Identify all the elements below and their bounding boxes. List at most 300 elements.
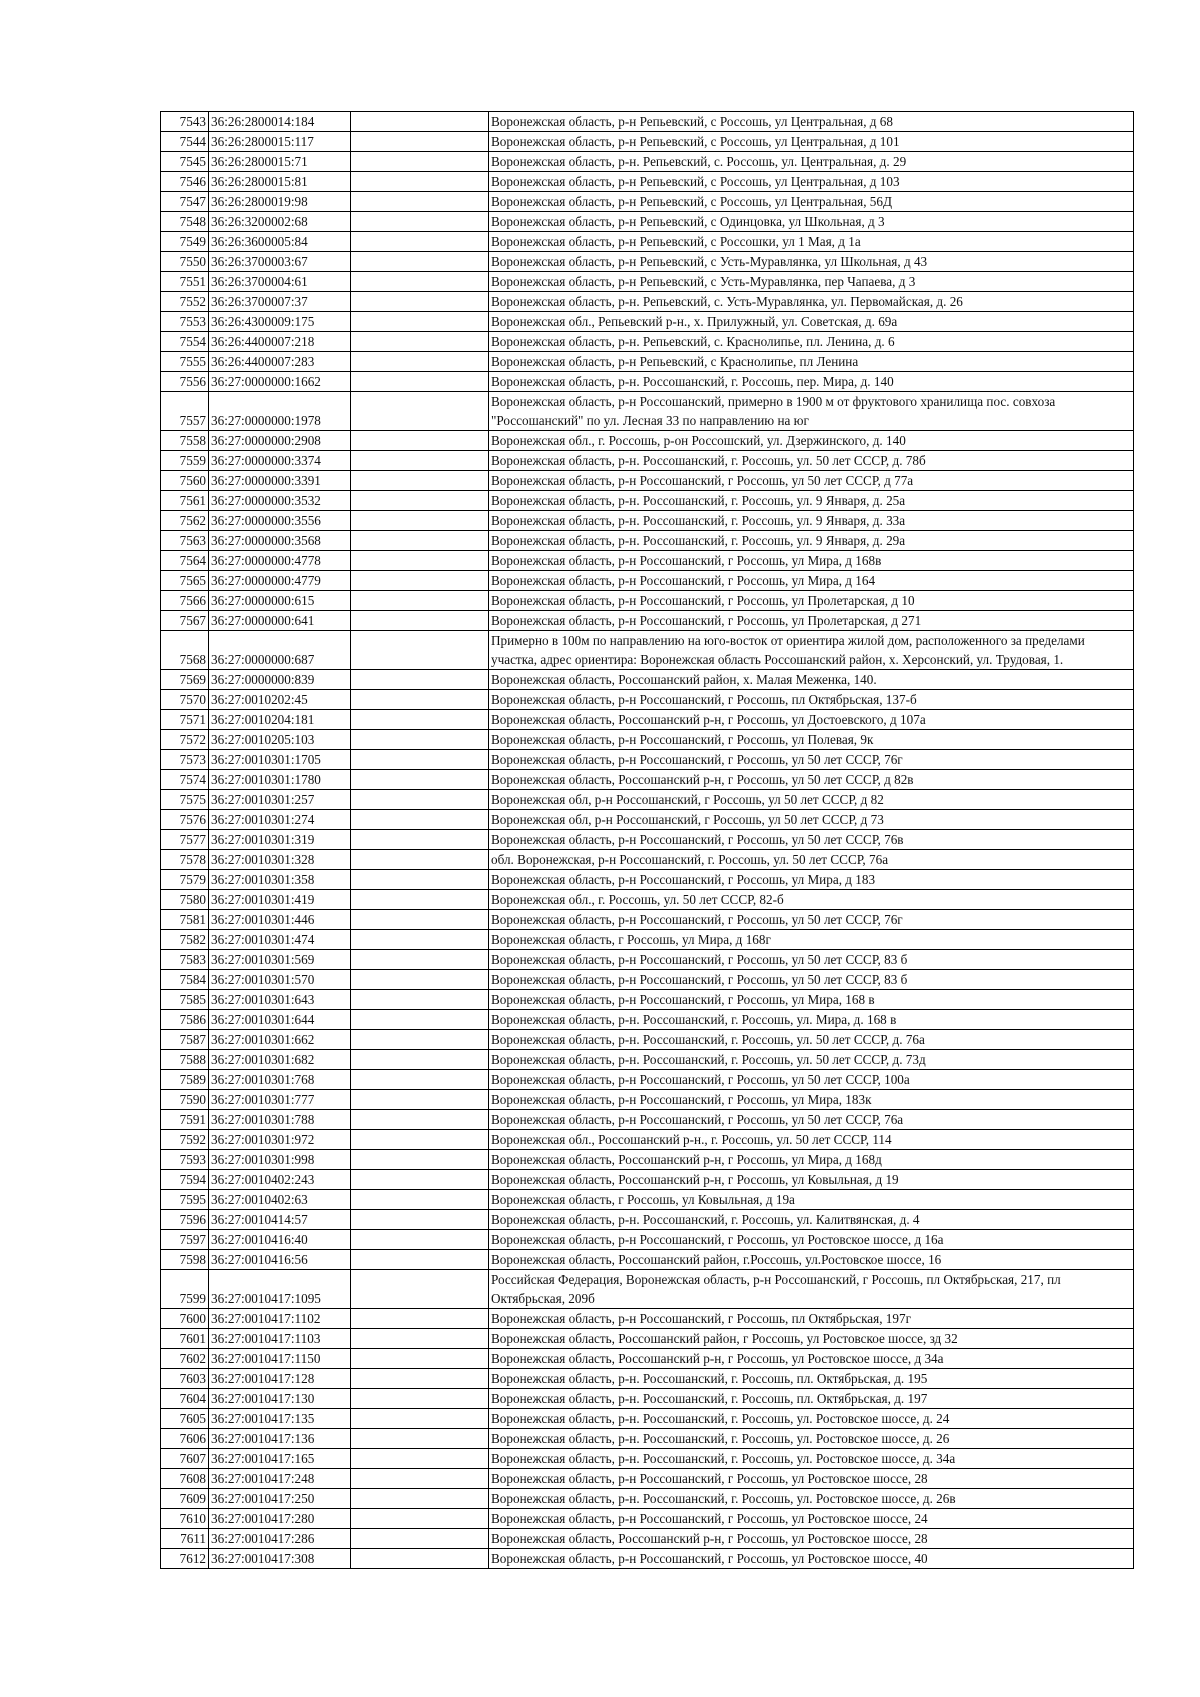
empty-cell: [351, 1389, 489, 1409]
table-row: [161, 1449, 1134, 1469]
row-number: 7574: [161, 770, 209, 790]
address: Воронежская область, р-н. Репьевский, с. Усть-Муравлянка, ул. Первомайская, д. 26: [489, 292, 1134, 312]
empty-cell: [351, 272, 489, 292]
address: Российская Федерация, Воронежская область, р-н Россошанский, г Россошь, пл Октябрьская, 217, пл Октябрьская, 209б: [489, 1270, 1134, 1309]
empty-cell: [351, 1329, 489, 1349]
table-row: [161, 1210, 1134, 1230]
cadastral-number: 36:27:0010301:644: [209, 1010, 351, 1030]
row-number: 7557: [161, 392, 209, 431]
empty-cell: [351, 232, 489, 252]
empty-cell: [351, 471, 489, 491]
table-row: [161, 1489, 1134, 1509]
table-row: [161, 551, 1134, 571]
empty-cell: [351, 1489, 489, 1509]
empty-cell: [351, 910, 489, 930]
cadastral-number: 36:27:0010301:446: [209, 910, 351, 930]
address: Воронежская область, Россошанский р-н, г Россошь, ул Достоевского, д 107а: [489, 710, 1134, 730]
table-row: [161, 1190, 1134, 1210]
cadastral-number: 36:27:0000000:3532: [209, 491, 351, 511]
address: Воронежская область, р-н. Россошанский, г. Россошь, ул. 9 Января, д. 25а: [489, 491, 1134, 511]
address: Воронежская область, р-н Россошанский, г Россошь, ул Мира, 168 в: [489, 990, 1134, 1010]
address: Воронежская область, р-н Репьевский, с Россошки, ул 1 Мая, д 1а: [489, 232, 1134, 252]
table-row: [161, 1469, 1134, 1489]
empty-cell: [351, 730, 489, 750]
empty-cell: [351, 850, 489, 870]
empty-cell: [351, 990, 489, 1010]
empty-cell: [351, 352, 489, 372]
row-number: 7543: [161, 112, 209, 132]
cadastral-number: 36:27:0010205:103: [209, 730, 351, 750]
empty-cell: [351, 750, 489, 770]
cadastral-number: 36:27:0010414:57: [209, 1210, 351, 1230]
cadastral-number: 36:26:3200002:68: [209, 212, 351, 232]
row-number: 7600: [161, 1309, 209, 1329]
row-number: 7605: [161, 1409, 209, 1429]
cadastral-number: 36:27:0010417:135: [209, 1409, 351, 1429]
row-number: 7559: [161, 451, 209, 471]
table-row: [161, 1230, 1134, 1250]
table-row: [161, 531, 1134, 551]
row-number: 7586: [161, 1010, 209, 1030]
row-number: 7576: [161, 810, 209, 830]
address: обл. Воронежская, р-н Россошанский, г. Россошь, ул. 50 лет СССР, 76а: [489, 850, 1134, 870]
empty-cell: [351, 1469, 489, 1489]
cadastral-table: [160, 111, 1134, 1569]
row-number: 7590: [161, 1090, 209, 1110]
cadastral-number: 36:27:0000000:4779: [209, 571, 351, 591]
table-row: [161, 810, 1134, 830]
address: Воронежская область, р-н Репьевский, с Россошь, ул Центральная, 56Д: [489, 192, 1134, 212]
empty-cell: [351, 670, 489, 690]
address: Воронежская область, р-н. Россошанский, г. Россошь, ул. 50 лет СССР, д. 76а: [489, 1030, 1134, 1050]
empty-cell: [351, 1509, 489, 1529]
empty-cell: [351, 1529, 489, 1549]
empty-cell: [351, 491, 489, 511]
table-row: [161, 710, 1134, 730]
cadastral-number: 36:27:0010417:1103: [209, 1329, 351, 1349]
address: Воронежская область, р-н. Россошанский, г. Россошь, ул. 50 лет СССР, д. 78б: [489, 451, 1134, 471]
table-row: [161, 212, 1134, 232]
row-number: 7592: [161, 1130, 209, 1150]
empty-cell: [351, 1170, 489, 1190]
address: Воронежская область, г Россошь, ул Мира, д 168г: [489, 930, 1134, 950]
address: Воронежская область, р-н Россошанский, г Россошь, ул Мира, д 183: [489, 870, 1134, 890]
address: Воронежская область, р-н Россошанский, г Россошь, пл Октябрьская, 197г: [489, 1309, 1134, 1329]
empty-cell: [351, 571, 489, 591]
table-body: [161, 112, 1134, 1569]
table-row: [161, 990, 1134, 1010]
cadastral-number: 36:27:0010417:136: [209, 1429, 351, 1449]
cadastral-number: 36:27:0010301:274: [209, 810, 351, 830]
table-row: [161, 670, 1134, 690]
table-row: [161, 770, 1134, 790]
cadastral-number: 36:27:0000000:3374: [209, 451, 351, 471]
table-row: [161, 950, 1134, 970]
row-number: 7547: [161, 192, 209, 212]
table-row: [161, 392, 1134, 431]
row-number: 7591: [161, 1110, 209, 1130]
address: Воронежская область, Россошанский район, г Россошь, ул Ростовское шоссе, зд 32: [489, 1329, 1134, 1349]
cadastral-number: 36:27:0010417:248: [209, 1469, 351, 1489]
cadastral-number: 36:26:3600005:84: [209, 232, 351, 252]
row-number: 7603: [161, 1369, 209, 1389]
table-row: [161, 1369, 1134, 1389]
cadastral-number: 36:27:0010301:570: [209, 970, 351, 990]
empty-cell: [351, 1250, 489, 1270]
empty-cell: [351, 112, 489, 132]
row-number: 7595: [161, 1190, 209, 1210]
cadastral-number: 36:27:0010301:1705: [209, 750, 351, 770]
empty-cell: [351, 531, 489, 551]
table-row: [161, 970, 1134, 990]
cadastral-number: 36:27:0000000:3556: [209, 511, 351, 531]
address: Воронежская обл., Россошанский р-н., г. Россошь, ул. 50 лет СССР, 114: [489, 1130, 1134, 1150]
row-number: 7583: [161, 950, 209, 970]
cadastral-number: 36:27:0010417:1102: [209, 1309, 351, 1329]
address: Воронежская область, р-н Россошанский, г Россошь, ул Ростовское шоссе, д 16а: [489, 1230, 1134, 1250]
address: Воронежская область, р-н Россошанский, г Россошь, ул Мира, 183к: [489, 1090, 1134, 1110]
cadastral-number: 36:27:0000000:1662: [209, 372, 351, 392]
row-number: 7573: [161, 750, 209, 770]
address: Воронежская область, р-н Россошанский, г Россошь, ул Мира, д 164: [489, 571, 1134, 591]
table-row: [161, 850, 1134, 870]
cadastral-number: 36:26:3700004:61: [209, 272, 351, 292]
table-row: [161, 312, 1134, 332]
table-row: [161, 352, 1134, 372]
empty-cell: [351, 1050, 489, 1070]
row-number: 7582: [161, 930, 209, 950]
table-row: [161, 172, 1134, 192]
row-number: 7587: [161, 1030, 209, 1050]
empty-cell: [351, 431, 489, 451]
cadastral-number: 36:27:0010417:130: [209, 1389, 351, 1409]
cadastral-number: 36:27:0010301:682: [209, 1050, 351, 1070]
row-number: 7571: [161, 710, 209, 730]
row-number: 7601: [161, 1329, 209, 1349]
address: Воронежская область, р-н. Россошанский, г. Россошь, ул. Ростовское шоссе, д. 26: [489, 1429, 1134, 1449]
empty-cell: [351, 172, 489, 192]
table-row: [161, 830, 1134, 850]
table-row: [161, 112, 1134, 132]
table-row: [161, 1429, 1134, 1449]
empty-cell: [351, 132, 489, 152]
table-row: [161, 292, 1134, 312]
address: Воронежская область, р-н Россошанский, г Россошь, ул 50 лет СССР, 76а: [489, 1110, 1134, 1130]
empty-cell: [351, 312, 489, 332]
row-number: 7610: [161, 1509, 209, 1529]
row-number: 7580: [161, 890, 209, 910]
row-number: 7604: [161, 1389, 209, 1409]
table-row: [161, 631, 1134, 670]
table-row: [161, 451, 1134, 471]
cadastral-number: 36:27:0010417:250: [209, 1489, 351, 1509]
table-row: [161, 1349, 1134, 1369]
table-row: [161, 730, 1134, 750]
table-row: [161, 790, 1134, 810]
row-number: 7564: [161, 551, 209, 571]
address: Воронежская область, р-н Россошанский, г Россошь, ул Полевая, 9к: [489, 730, 1134, 750]
row-number: 7598: [161, 1250, 209, 1270]
cadastral-number: 36:27:0010301:777: [209, 1090, 351, 1110]
cadastral-number: 36:27:0000000:1978: [209, 392, 351, 431]
empty-cell: [351, 710, 489, 730]
empty-cell: [351, 830, 489, 850]
row-number: 7550: [161, 252, 209, 272]
table-row: [161, 1250, 1134, 1270]
cadastral-number: 36:27:0010417:280: [209, 1509, 351, 1529]
address: Воронежская область, р-н. Россошанский, г. Россошь, ул. Ростовское шоссе, д. 34а: [489, 1449, 1134, 1469]
row-number: 7611: [161, 1529, 209, 1549]
row-number: 7597: [161, 1230, 209, 1250]
address: Воронежская область, Россошанский район, х. Малая Меженка, 140.: [489, 670, 1134, 690]
cadastral-number: 36:27:0010301:474: [209, 930, 351, 950]
address: Воронежская область, р-н Россошанский, г Россошь, пл Октябрьская, 137-б: [489, 690, 1134, 710]
address: Воронежская область, р-н. Россошанский, г. Россошь, ул. Ростовское шоссе, д. 24: [489, 1409, 1134, 1429]
row-number: 7565: [161, 571, 209, 591]
address: Воронежская область, р-н Россошанский, г Россошь, ул Пролетарская, д 10: [489, 591, 1134, 611]
address: Воронежская область, р-н Россошанский, г Россошь, ул 50 лет СССР, 83 б: [489, 950, 1134, 970]
cadastral-number: 36:27:0010301:972: [209, 1130, 351, 1150]
table-row: [161, 1130, 1134, 1150]
cadastral-number: 36:27:0010417:165: [209, 1449, 351, 1469]
table-row: [161, 1270, 1134, 1309]
row-number: 7561: [161, 491, 209, 511]
row-number: 7612: [161, 1549, 209, 1569]
table-row: [161, 1030, 1134, 1050]
empty-cell: [351, 551, 489, 571]
address: Воронежская область, р-н. Россошанский, г. Россошь, пл. Октябрьская, д. 197: [489, 1389, 1134, 1409]
row-number: 7581: [161, 910, 209, 930]
row-number: 7609: [161, 1489, 209, 1509]
address: Воронежская область, р-н. Россошанский, г. Россошь, ул. Ростовское шоссе, д. 26в: [489, 1489, 1134, 1509]
cadastral-number: 36:27:0010301:998: [209, 1150, 351, 1170]
table-row: [161, 232, 1134, 252]
row-number: 7553: [161, 312, 209, 332]
cadastral-number: 36:27:0010417:1150: [209, 1349, 351, 1369]
empty-cell: [351, 770, 489, 790]
address: Примерно в 100м по направлению на юго-восток от ориентира жилой дом, расположенного за пределами участка, адрес ориентира: Воронежская область Россошанский район, х. Херсонский, ул. Трудовая, 1.: [489, 631, 1134, 670]
table-row: [161, 611, 1134, 631]
row-number: 7608: [161, 1469, 209, 1489]
empty-cell: [351, 1090, 489, 1110]
empty-cell: [351, 930, 489, 950]
address: Воронежская область, р-н. Россошанский, г. Россошь, ул. 9 Января, д. 29а: [489, 531, 1134, 551]
cadastral-number: 36:27:0010402:63: [209, 1190, 351, 1210]
empty-cell: [351, 790, 489, 810]
empty-cell: [351, 152, 489, 172]
table-row: [161, 491, 1134, 511]
empty-cell: [351, 252, 489, 272]
table-row: [161, 1509, 1134, 1529]
cadastral-number: 36:27:0010416:40: [209, 1230, 351, 1250]
cadastral-number: 36:26:2800014:184: [209, 112, 351, 132]
empty-cell: [351, 1449, 489, 1469]
cadastral-number: 36:27:0010204:181: [209, 710, 351, 730]
empty-cell: [351, 1409, 489, 1429]
address: Воронежская область, р-н Репьевский, с Россошь, ул Центральная, д 68: [489, 112, 1134, 132]
empty-cell: [351, 950, 489, 970]
row-number: 7602: [161, 1349, 209, 1369]
cadastral-number: 36:27:0010301:328: [209, 850, 351, 870]
cadastral-number: 36:27:0000000:839: [209, 670, 351, 690]
empty-cell: [351, 631, 489, 670]
cadastral-number: 36:27:0010301:1780: [209, 770, 351, 790]
table-row: [161, 890, 1134, 910]
empty-cell: [351, 1190, 489, 1210]
table-row: [161, 1070, 1134, 1090]
cadastral-number: 36:27:0000000:3568: [209, 531, 351, 551]
address: Воронежская область, р-н Россошанский, г Россошь, ул 50 лет СССР, 83 б: [489, 970, 1134, 990]
row-number: 7606: [161, 1429, 209, 1449]
row-number: 7552: [161, 292, 209, 312]
cadastral-number: 36:26:4300009:175: [209, 312, 351, 332]
row-number: 7578: [161, 850, 209, 870]
empty-cell: [351, 451, 489, 471]
empty-cell: [351, 870, 489, 890]
table-row: [161, 1170, 1134, 1190]
address: Воронежская обл, р-н Россошанский, г Россошь, ул 50 лет СССР, д 82: [489, 790, 1134, 810]
empty-cell: [351, 212, 489, 232]
cadastral-number: 36:26:2800015:81: [209, 172, 351, 192]
cadastral-number: 36:26:3700007:37: [209, 292, 351, 312]
row-number: 7548: [161, 212, 209, 232]
empty-cell: [351, 1369, 489, 1389]
empty-cell: [351, 591, 489, 611]
cadastral-number: 36:26:3700003:67: [209, 252, 351, 272]
empty-cell: [351, 292, 489, 312]
row-number: 7563: [161, 531, 209, 551]
table-row: [161, 1110, 1134, 1130]
table-row: [161, 571, 1134, 591]
cadastral-number: 36:27:0010301:419: [209, 890, 351, 910]
cadastral-number: 36:27:0000000:4778: [209, 551, 351, 571]
address: Воронежская область, р-н Россошанский, г Россошь, ул 50 лет СССР, 76г: [489, 750, 1134, 770]
table-row: [161, 192, 1134, 212]
empty-cell: [351, 611, 489, 631]
cadastral-number: 36:26:4400007:283: [209, 352, 351, 372]
table-row: [161, 1329, 1134, 1349]
row-number: 7570: [161, 690, 209, 710]
row-number: 7593: [161, 1150, 209, 1170]
empty-cell: [351, 810, 489, 830]
row-number: 7585: [161, 990, 209, 1010]
row-number: 7546: [161, 172, 209, 192]
cadastral-number: 36:27:0000000:2908: [209, 431, 351, 451]
address: Воронежская область, р-н. Репьевский, с. Краснолипье, пл. Ленина, д. 6: [489, 332, 1134, 352]
cadastral-number: 36:27:0010301:662: [209, 1030, 351, 1050]
row-number: 7596: [161, 1210, 209, 1230]
cadastral-number: 36:27:0010417:286: [209, 1529, 351, 1549]
address: Воронежская область, р-н. Россошанский, г. Россошь, пер. Мира, д. 140: [489, 372, 1134, 392]
cadastral-number: 36:27:0010417:128: [209, 1369, 351, 1389]
row-number: 7584: [161, 970, 209, 990]
empty-cell: [351, 511, 489, 531]
address: Воронежская область, р-н Репьевский, с Усть-Муравлянка, пер Чапаева, д 3: [489, 272, 1134, 292]
table-row: [161, 252, 1134, 272]
address: Воронежская область, р-н Репьевский, с Одинцовка, ул Школьная, д 3: [489, 212, 1134, 232]
table-row: [161, 1150, 1134, 1170]
empty-cell: [351, 1309, 489, 1329]
empty-cell: [351, 1130, 489, 1150]
row-number: 7607: [161, 1449, 209, 1469]
address: Воронежская обл, р-н Россошанский, г Россошь, ул 50 лет СССР, д 73: [489, 810, 1134, 830]
cadastral-number: 36:27:0010402:243: [209, 1170, 351, 1190]
address: Воронежская область, р-н. Россошанский, г. Россошь, ул. 9 Января, д. 33а: [489, 511, 1134, 531]
address: Воронежская область, Россошанский р-н, г Россошь, ул Ростовское шоссе, 28: [489, 1529, 1134, 1549]
empty-cell: [351, 970, 489, 990]
cadastral-number: 36:27:0010301:257: [209, 790, 351, 810]
cadastral-number: 36:27:0010417:1095: [209, 1270, 351, 1309]
cadastral-number: 36:27:0010301:788: [209, 1110, 351, 1130]
address: Воронежская область, р-н. Россошанский, г. Россошь, ул. 50 лет СССР, д. 73д: [489, 1050, 1134, 1070]
address: Воронежская область, Россошанский р-н, г Россошь, ул Ростовское шоссе, д 34а: [489, 1349, 1134, 1369]
empty-cell: [351, 372, 489, 392]
empty-cell: [351, 392, 489, 431]
empty-cell: [351, 1230, 489, 1250]
row-number: 7594: [161, 1170, 209, 1190]
address: Воронежская область, р-н Репьевский, с Россошь, ул Центральная, д 103: [489, 172, 1134, 192]
address: Воронежская область, р-н. Россошанский, г. Россошь, ул. Калитвянская, д. 4: [489, 1210, 1134, 1230]
table-row: [161, 471, 1134, 491]
row-number: 7555: [161, 352, 209, 372]
address: Воронежская область, Россошанский р-н, г Россошь, ул Мира, д 168д: [489, 1150, 1134, 1170]
table-row: [161, 1549, 1134, 1569]
row-number: 7572: [161, 730, 209, 750]
table-row: [161, 930, 1134, 950]
row-number: 7568: [161, 631, 209, 670]
row-number: 7544: [161, 132, 209, 152]
address: Воронежская область, р-н Россошанский, г Россошь, ул 50 лет СССР, 76г: [489, 910, 1134, 930]
table-row: [161, 870, 1134, 890]
row-number: 7569: [161, 670, 209, 690]
table-row: [161, 132, 1134, 152]
cadastral-number: 36:26:2800015:117: [209, 132, 351, 152]
address: Воронежская область, р-н Репьевский, с Усть-Муравлянка, ул Школьная, д 43: [489, 252, 1134, 272]
empty-cell: [351, 690, 489, 710]
table-row: [161, 511, 1134, 531]
row-number: 7589: [161, 1070, 209, 1090]
address: Воронежская область, р-н. Россошанский, г. Россошь, ул. Мира, д. 168 в: [489, 1010, 1134, 1030]
cadastral-number: 36:27:0000000:641: [209, 611, 351, 631]
cadastral-number: 36:27:0010301:768: [209, 1070, 351, 1090]
table-row: [161, 1010, 1134, 1030]
empty-cell: [351, 1349, 489, 1369]
row-number: 7558: [161, 431, 209, 451]
address: Воронежская область, р-н. Россошанский, г. Россошь, пл. Октябрьская, д. 195: [489, 1369, 1134, 1389]
empty-cell: [351, 1429, 489, 1449]
table-row: [161, 1389, 1134, 1409]
address: Воронежская область, Россошанский р-н, г Россошь, ул Ковыльная, д 19: [489, 1170, 1134, 1190]
row-number: 7577: [161, 830, 209, 850]
row-number: 7554: [161, 332, 209, 352]
table-row: [161, 750, 1134, 770]
address: Воронежская область, р-н Россошанский, г Россошь, ул Ростовское шоссе, 24: [489, 1509, 1134, 1529]
address: Воронежская область, р-н Россошанский, г Россошь, ул Мира, д 168в: [489, 551, 1134, 571]
address: Воронежская область, р-н. Репьевский, с. Россошь, ул. Центральная, д. 29: [489, 152, 1134, 172]
address: Воронежская обл., Репьевский р-н., х. Прилужный, ул. Советская, д. 69а: [489, 312, 1134, 332]
table-row: [161, 372, 1134, 392]
cadastral-number: 36:27:0010416:56: [209, 1250, 351, 1270]
table-row: [161, 910, 1134, 930]
cadastral-number: 36:26:4400007:218: [209, 332, 351, 352]
row-number: 7599: [161, 1270, 209, 1309]
address: Воронежская область, р-н Россошанский, г Россошь, ул Ростовское шоссе, 28: [489, 1469, 1134, 1489]
address: Воронежская область, р-н Россошанский, примерно в 1900 м от фруктового хранилища пос. совхоза "Россошанский" по ул. Лесная 33 по направлению на юг: [489, 392, 1134, 431]
table-row: [161, 152, 1134, 172]
cadastral-number: 36:26:2800015:71: [209, 152, 351, 172]
cadastral-number: 36:26:2800019:98: [209, 192, 351, 212]
address: Воронежская область, р-н Репьевский, с Россошь, ул Центральная, д 101: [489, 132, 1134, 152]
